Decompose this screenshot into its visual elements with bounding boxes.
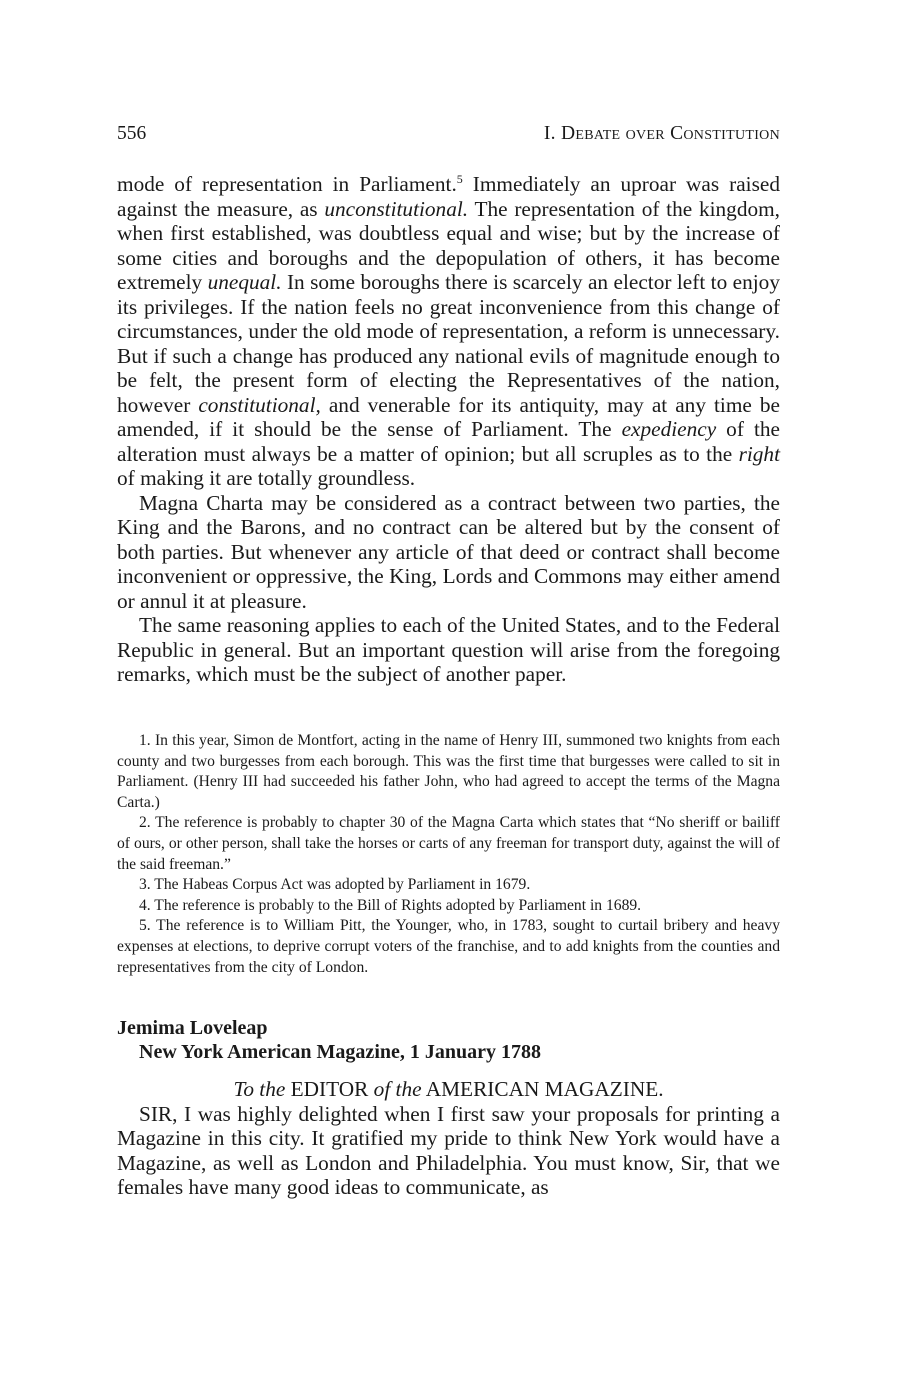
main-text	[117, 172, 780, 687]
page-number: 556	[117, 123, 147, 144]
footnote-1: 1. In this year, Simon de Montfort, acting in the name of Henry III, summoned two knights from each county and two burgesses from each borough. This was the first time that burgesses were called to sit in Parliament. (Henry III had succeeded his father John, who had agreed to accept the terms of the Magna Carta.)	[117, 732, 780, 811]
footnote-4: 4. The reference is probably to the Bill of Rights adopted by Parliament in 1689.	[139, 896, 642, 914]
footnotes	[117, 731, 780, 978]
document-author: Jemima Loveleap	[117, 1017, 268, 1039]
running-head	[117, 123, 780, 149]
footnote-3: 3. The Habeas Corpus Act was adopted by Parliament in 1679.	[139, 876, 531, 894]
paragraph-2: Magna Charta may be considered as a contract between two parties, the King and the Barons, and no contract can be altered but by the consent of both parties. But whenever any article of that deed or contract shall become inconvenient or oppressive, the King, Lords and Commons may either amend or annul it at pleasure.	[117, 490, 780, 613]
letter-salutation: To the EDITOR of the AMERICAN MAGAZINE.	[233, 1077, 664, 1101]
letter-text	[117, 1077, 780, 1200]
document-heading	[117, 1016, 780, 1064]
letter-paragraph-1: SIR, I was highly delighted when I first saw your proposals for printing a Magazine in this city. It gratified my pride to think New York would have a Magazine, as well as London and Philadelphia. You must know, Sir, that we females have many good ideas to communicate, as	[117, 1101, 780, 1199]
footnote-2: 2. The reference is probably to chapter 30 of the Magna Carta which states that “No sheriff or bailiff of ours, or other person, shall take the horses or carts of any freeman for transport duty, against the will of the said freeman.”	[117, 814, 780, 873]
paragraph-3: The same reasoning applies to each of the United States, and to the Federal Republic in general. But an important question will arise from the foregoing remarks, which must be the subject of another paper.	[117, 613, 780, 686]
footnote-5: 5. The reference is to William Pitt, the Younger, who, in 1783, sought to curtail bribery and heavy expenses at elections, to deprive corrupt voters of the franchise, and to add knights from the counties and representatives from the city of London.	[117, 917, 780, 976]
footnote-ref-5: 5	[456, 172, 463, 186]
document-source: New York American Magazine, 1 January 1788	[139, 1041, 541, 1063]
section-title: I. Debate over Constitution	[543, 123, 780, 144]
paragraph-1: mode of representation in Parliament.$^5$ Immediately an uproar was raised against the measure, as unconstitutional. The representation of the kingdom, when first established, was doubtless equal and wise; but by the increase of some cities and boroughs and the depopulation of others, it has become extremely unequal. In some boroughs there is scarcely an elector left to enjoy its privileges. If the nation feels no great inconvenience from this change of circumstances, under the old mode of representation, a reform is unnecessary. But if such a change has produced any national evils of magnitude enough to be felt, the present form of electing the Representatives of the nation, however constitutional, and venerable for its antiquity, may at any time be amended, if it should be the sense of Parliament. The expediency of the alteration must always be a matter of opinion; but all scruples as to the right of making it are totally groundless.	[117, 172, 780, 490]
